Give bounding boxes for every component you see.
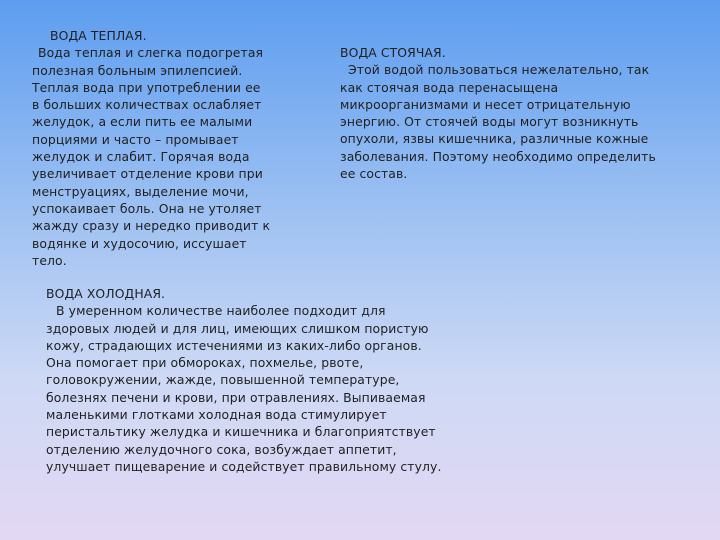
warm-water-heading: ВОДА ТЕПЛАЯ. <box>50 28 147 43</box>
section-cold-water <box>46 285 476 475</box>
section-warm-water <box>32 27 294 269</box>
cold-water-heading: ВОДА ХОЛОДНАЯ. <box>46 286 166 301</box>
stagnant-water-text: Этой водой пользоваться нежелательно, так как стоячая вода перенасыщена микроорганизмами и несет отрицательную энергию. От стоячей воды могут возникнуть опухоли, язвы кишечника, различные кожные заболевания. Поэтому необходимо определить ее состав. <box>340 62 656 182</box>
cold-water-text: В умеренном количестве наиболее подходит для здоровых людей и для лиц, имеющих слишком пористую кожу, страдающих истечениями из каких-либо органов. Она помогает при обмороках, похмелье, рвоте, головокружении, жажде, повышенной температуре, болезнях печени и крови, при отравлениях. Выпиваемая маленькими глотками холодная вода стимулирует перистальтику желудка и кишечника и благоприятствует отделению желудочного сока, возбуждает аппетит, улучшает пищеварение и содействует правильному стулу. <box>46 303 442 474</box>
section-stagnant-water <box>340 44 692 182</box>
stagnant-water-heading: ВОДА СТОЯЧАЯ. <box>340 45 446 60</box>
warm-water-text: Вода теплая и слегка подогретая полезная больным эпилепсией. Теплая вода при употреблении ее в больших количествах ослабляет желудок, а если пить ее малыми порциями и часто – промывает желудок и слабит. Горячая вода увеличивает отделение крови при менструациях, выделение мочи, успокаивает боль. Она не утоляет жажду сразу и нередко приводит к водянке и худосочию, иссушает тело. <box>32 45 271 268</box>
